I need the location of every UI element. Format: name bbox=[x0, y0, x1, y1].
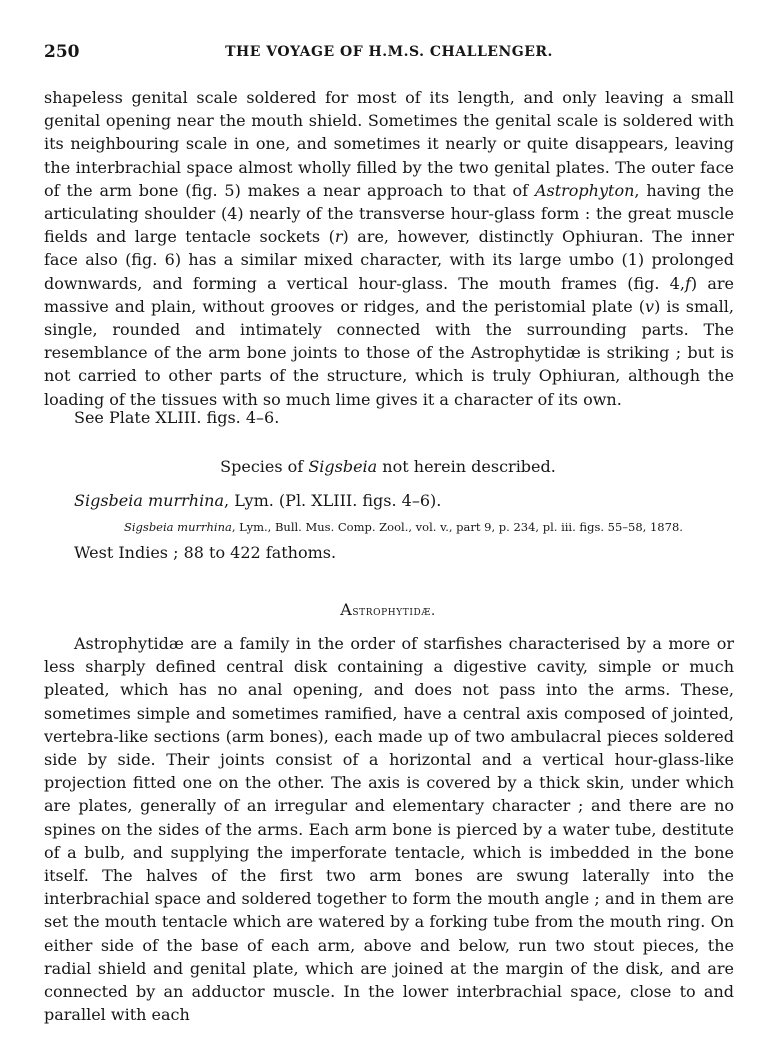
p1-seg: ) is small, single, rounded and intimately connected with the surrounding parts. The resemblance of the arm bone joints to those of the Astrophytidæ is striking ; but is not carried to other parts of the structure, which is truly Ophiuran, although the loading of the tissues with so much lime gives it a character of its own. bbox=[44, 296, 734, 409]
body-paragraph-2: Astrophytidæ are a family in the order of starfishes characterised by a more or less sharply defined central disk containing a digestive cavity, simple or much pleated, which has no anal opening, and does not pass into the arms. These, sometimes simple and sometimes ramified, have a central axis composed of jointed, vertebra-like sections (arm bones), each made up of two ambulacral pieces soldered side by side. Their joints consist of a horizontal and a vertical hour-glass-like projection fitted one on the other. The axis is covered by a thick skin, under which are plates, generally of an irregular and elementary character ; and there are no spines on the sides of the arms. Each arm bone is pierced by a water tube, destitute of a bulb, and supplying the imperforate tentacle, which is imbedded in the bone itself. The halves of the first two arm bones are swung laterally into the interbrachial space and soldered together to form the mouth angle ; and in them are set the mouth tentacle which are watered by a forking tube from the mouth ring. On either side of the base of each arm, above and below, run two stout pieces, the radial shield and genital plate, which are joined at the margin of the disk, and are connected by an adductor muscle. In the lower interbrachial space, close to and parallel with each bbox=[44, 634, 734, 1025]
bibliographic-reference bbox=[124, 520, 683, 534]
p1-seg-italic: Astrophyton bbox=[534, 180, 635, 200]
species-name: Sigsbeia murrhina bbox=[74, 491, 225, 510]
see-plate-line: See Plate XLIII. figs. 4–6. bbox=[74, 408, 280, 427]
running-head: THE VOYAGE OF H.M.S. CHALLENGER. bbox=[225, 44, 553, 60]
species-locality: West Indies ; 88 to 422 fathoms. bbox=[74, 543, 337, 562]
page-number: 250 bbox=[44, 42, 80, 62]
body-paragraph-1 bbox=[44, 86, 734, 411]
species-author-plate: , Lym. (Pl. XLIII. figs. 4–6). bbox=[224, 491, 442, 510]
reference-species-name: Sigsbeia murrhina bbox=[124, 520, 232, 534]
page-header bbox=[44, 42, 734, 66]
p1-seg: ) are, however, distinctly Ophiuran. The inner face also (fig. 6) has a similar mixed character, with its large umbo (1) prolonged downwards, and forming a vertical hour-glass. The mouth frames (fig. 4, bbox=[44, 227, 735, 293]
species-heading-prefix: Species of bbox=[220, 457, 309, 476]
p1-seg: ) are massive and plain, without grooves or ridges, and the peristomial plate ( bbox=[44, 273, 734, 316]
species-entry bbox=[74, 491, 441, 510]
p1-seg-italic: v bbox=[645, 296, 655, 316]
family-heading-rest: strophytidæ. bbox=[352, 604, 436, 619]
species-heading bbox=[0, 457, 776, 476]
p1-seg: shapeless genital scale soldered for most of its length, and only leaving a small genital opening near the mouth shield. Sometimes the genital scale is soldered with its neighbouring scale in one, and sometimes it nearly or quite disappears, leaving the interbrachial space almost wholly filled by the two genital plates. The outer face of the arm bone (fig. 5) makes a near approach to that of bbox=[44, 88, 734, 200]
family-heading-initial: A bbox=[340, 600, 353, 619]
reference-text: , Lym., Bull. Mus. Comp. Zool., vol. v., part 9, p. 234, pl. iii. figs. 55–58, 1878. bbox=[231, 520, 683, 534]
p1-seg: , having the articulating shoulder (4) nearly of the transverse hour-glass form : the great muscle fields and large tentacle sockets ( bbox=[44, 180, 734, 247]
p1-seg-italic: f bbox=[684, 273, 691, 293]
family-heading bbox=[0, 600, 776, 619]
p1-seg-italic: r bbox=[334, 227, 343, 247]
species-heading-genus: Sigsbeia bbox=[308, 457, 378, 476]
species-heading-suffix: not herein described. bbox=[377, 457, 556, 476]
